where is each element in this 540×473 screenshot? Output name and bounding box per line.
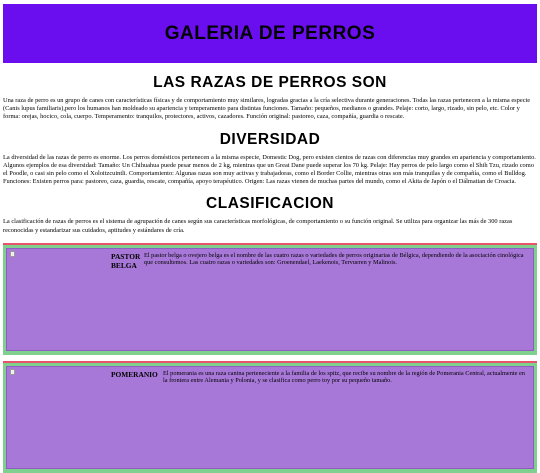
dog-description: El pastor belga o ovejero belga es el nombre de las cuatro razas o variedades de perros originarias de Bélgica, dependiendo de la asociación cinológica que consultemos. Las cuatro razas o variedades son: Groenendael, Laekenois, Tervueren y Malinois. [144,251,524,267]
section-text-razas: Una raza de perro es un grupo de canes con características físicas y de comportamiento muy similares, logradas gracias a la cría selectiva durante generaciones. Todas las razas pertenecen a la misma especie (Canis lupus familiaris),pero los humanos han moldeado su apariencia y temperamento para distintas funciones. Tamaño: pequeños, medianos o grandes. Pelaje: corto, largo, rizado, sin pelo, etc. Color y forma: orejas, hocico, cola, cuerpo. Temperamento: tranquilos, protectores, activos, cazadores. Función original: pastoreo, caza, compañía, guardia o rescate. [3,97,531,121]
dog-image [7,367,111,468]
dog-gallery [0,243,540,473]
page-title: GALERIA DE PERROS [164,22,376,44]
section-text-clasificacion: La clasificación de razas de perros es el sistema de agrupación de canes según sus características morfológicas, de comportamiento o su función original. Se utiliza para organizar las más de 300 razas reconocidas y estandarizar sus cuidados, aptitudes y estándares de cría. [3,218,513,234]
dog-image [7,249,111,350]
page-header [3,4,537,63]
dog-description: El pomerania es una raza canina perteneciente a la familia de los spitz, que recibe su nombre de la región de Pomerania Central, actualmente en la frontera entre Alemania y Polonia, y se clasifica como perro toy por su pequeño tamaño. [163,369,525,385]
dog-name: POMERANIO [111,369,158,379]
gallery-card-body [6,366,534,469]
section-title-clasificacion: CLASIFICACION [206,195,334,213]
broken-image-icon [10,369,15,375]
gallery-card-pomeranio [3,361,537,473]
gallery-card-pastor-belga [3,243,537,355]
section-title-diversidad: DIVERSIDAD [219,130,321,148]
dog-name: PASTOR BELGA [111,251,141,270]
broken-image-icon [10,251,15,257]
section-text-diversidad: La diversidad de las razas de perro es enorme. Los perros domésticos pertenecen a la misma especie, Domestic Dog, pero existen cientos de razas con diferencias muy grandes en apariencia y comportamiento. Algunos ejemplos de esa diversidad: Tamaño: Un Chihuahua puede pesar menos de 2 kg, mientras que un Great Dane puede superar los 70 kg. Pelaje: Hay perros de pelo largo como el Shih Tzu, rizado como el Poodle, o casi sin pelo como el Xoloitzcuintli. Comportamiento: Algunas razas son muy activas y trabajadoras, como el Border Collie, mientras otras son más tranquilas y de compañía, como el Bulldog. Funciones: Existen perros para: pastoreo, caza, guardia, rescate, compañía, apoyo terapéutico. Origen: Las razas vienen de muchas partes del mundo, como el Akita de Japón o el Dálmatian de Croacia. [3,153,536,186]
section-title-razas: LAS RAZAS DE PERROS SON [153,74,387,91]
gallery-card-body [6,248,534,351]
